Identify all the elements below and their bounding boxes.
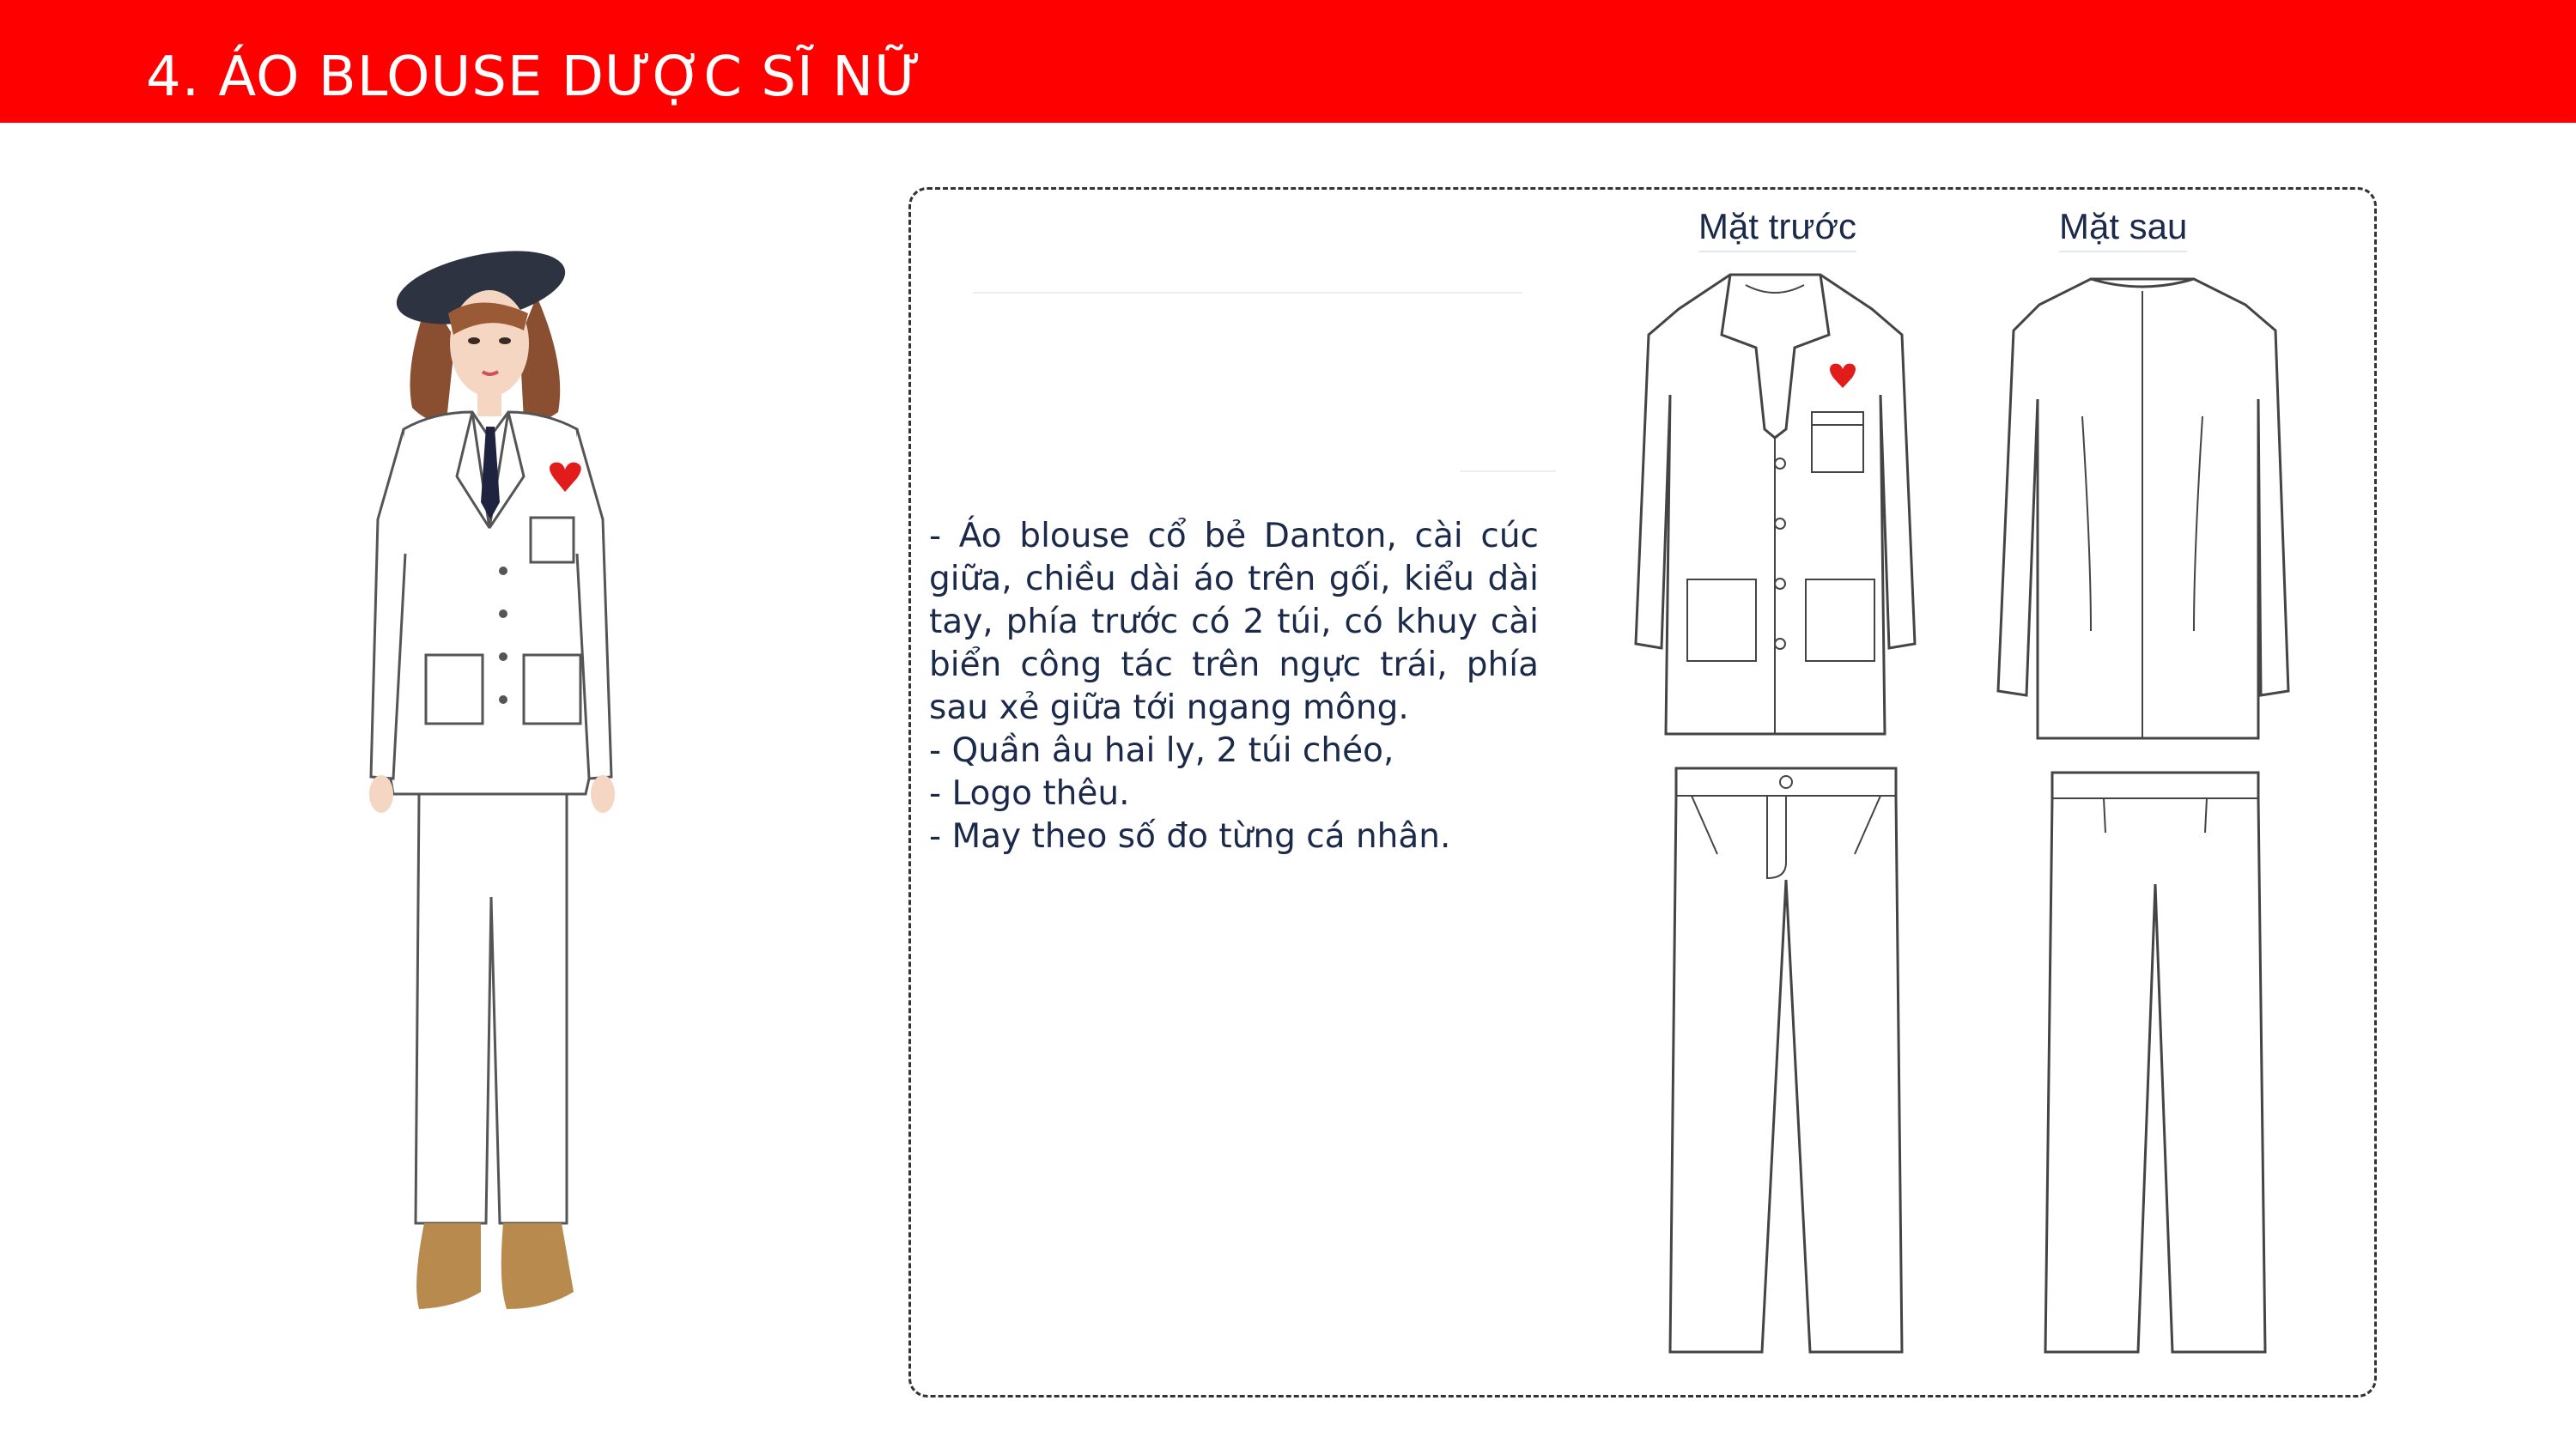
back-view-label: Mặt sau: [2059, 206, 2187, 252]
model-illustration: [352, 245, 661, 1326]
description-line: - Quần âu hai ly, 2 túi chéo,: [929, 731, 1394, 770]
divider: [973, 292, 1522, 294]
description-line: sau xẻ giữa tới ngang mông.: [929, 688, 1409, 727]
description-line: biển công tác trên ngực trái, phía: [929, 646, 1539, 684]
description-line: giữa, chiều dài áo trên gối, kiểu dài: [929, 560, 1539, 598]
front-trousers-sketch: [1666, 760, 1906, 1361]
front-jacket-sketch: [1627, 266, 1928, 747]
divider: [1460, 470, 1556, 472]
description-line: - May theo số đo từng cá nhân.: [929, 817, 1451, 856]
back-jacket-sketch: [1988, 270, 2297, 747]
description-line: - Logo thêu.: [929, 774, 1130, 813]
page-title: 4. ÁO BLOUSE DƯỢC SĨ NỮ: [146, 45, 922, 109]
back-trousers-sketch: [2044, 764, 2267, 1361]
description-line: tay, phía trước có 2 túi, có khuy cài: [929, 603, 1539, 641]
description-line: - Áo blouse cổ bẻ Danton, cài cúc: [929, 517, 1539, 555]
front-view-label: Mặt trước: [1698, 206, 1856, 252]
description: [929, 515, 1539, 858]
